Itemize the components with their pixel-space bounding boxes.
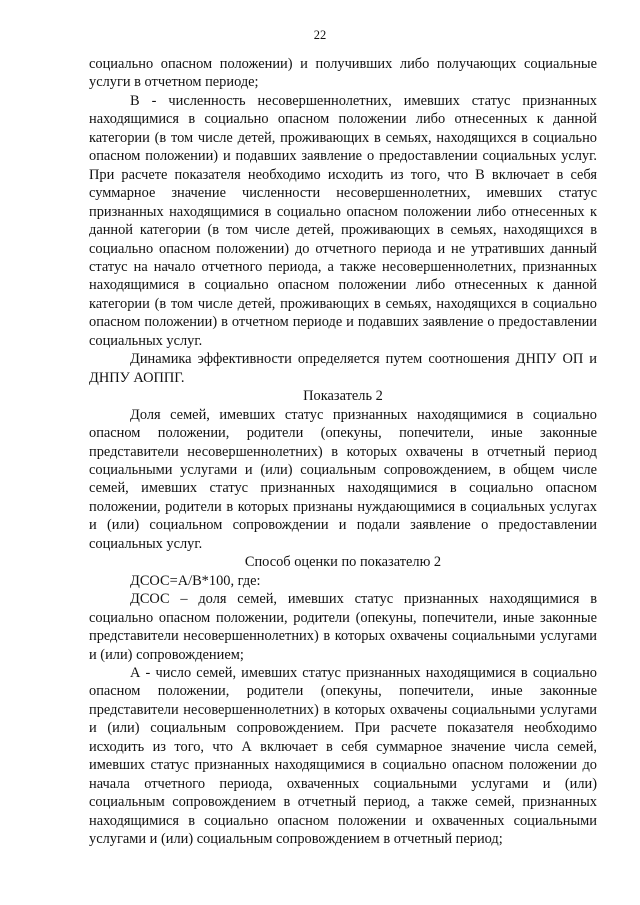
paragraph-continuation: социально опасном положении) и получивших либо получающих социальные услуги в отчетном периоде;: [89, 56, 597, 91]
paragraph-indicator-description: Доля семей, имевших статус признанных находящимися в социально опасном положении, родители (опекуны, попечители, иные законные представители несовершеннолетних) в которых охвачены в отчетный период социальными услугами и (или) социальным сопровождением, в общем числе семей, имевших статус признанных находящимися в социально опасном положении, родители в которых признаны нуждающимися в социальных услугах и (или) социальном сопровождении и подали заявление о предоставлении социальных услуг.: [89, 406, 597, 552]
formula-line: ДСОС=А/В*100, где:: [130, 572, 261, 589]
method-heading: Способ оценки по показателю 2: [244, 554, 442, 571]
paragraph-dynamics: Динамика эффективности определяется путем соотношения ДНПУ ОП и ДНПУ АОППГ.: [89, 351, 597, 386]
page-number: 22: [313, 28, 327, 42]
indicator-heading: Показатель 2: [303, 388, 383, 405]
document-body: [89, 55, 597, 848]
paragraph-definition-a: А - число семей, имевших статус признанных находящимися в социально опасном положении, родители (опекуны, попечители, иные законные представители несовершеннолетних) в которых охвачены социальными услугами и (или) социальным сопровождением. При расчете показателя необходимо исходить из того, что А включает в себя суммарное значение числа семей, имевших статус признанных находящимися в социально опасном положении до начала отчетного периода, охваченных социальными услугами и (или) социальным сопровождением в отчетный период, а также семей, признанных находящимися в социально опасном положении и охваченных социальными услугами и (или) социальным сопровождением в отчетный период;: [89, 664, 597, 848]
paragraph-definition-b: В - численность несовершеннолетних, имевших статус признанных находящимися в социально опасном положении либо отнесенных к данной категории (в том числе детей, проживающих в семьях, находящихся в социально опасном положении) и подавших заявление о предоставлении социальных услуг. При расчете показателя необходимо исходить из того, что В включает в себя суммарное значение численности несовершеннолетних, имевших статус признанных находящимися в социально опасном положении либо отнесенных к данной категории (в том числе детей, проживающих в семьях, находящихся в социально опасном положении) до отчетного периода и не утративших данный статус на начало отчетного периода, а также несовершеннолетних, признанных находящимися в социально опасном положении либо отнесенных к данной категории (в том числе детей, проживающих в семьях, находящихся в социально опасном положении) в отчетном периоде и подавших заявление о предоставлении социальных услуг.: [89, 92, 597, 349]
paragraph-definition-dsos: ДСОС – доля семей, имевших статус признанных находящимися в социально опасном положении, родители (опекуны, попечители, иные законные представители несовершеннолетних) в которых охвачены социальными услугами и (или) сопровождением;: [89, 591, 597, 663]
